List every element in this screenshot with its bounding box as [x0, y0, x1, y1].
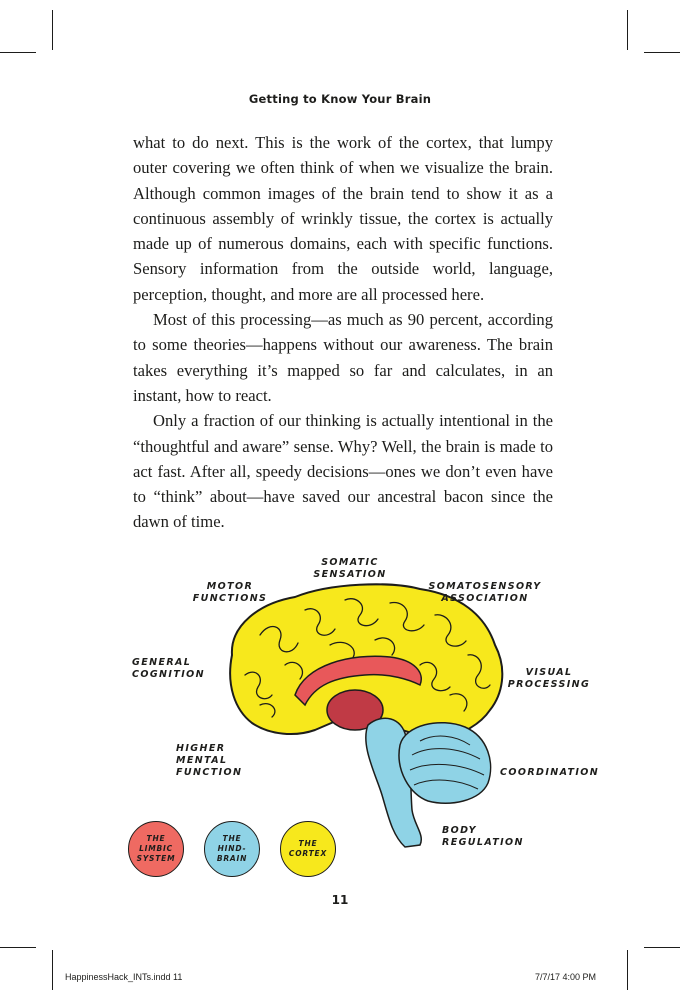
slug-left: HappinessHack_INTs.indd 11 — [65, 972, 183, 982]
paragraph: Most of this processing—as much as 90 percent, according to some theories—happens without our awareness. The brain takes everything it’s mapped so far and calculates, in an instant, how to react. — [133, 310, 553, 405]
crop-mark — [0, 52, 36, 53]
paragraph: what to do next. This is the work of the cortex, that lumpy outer covering we often think of when we visualize the brain. Although common images of the brain tend to show it as a continuous assembly of wrinkly tissue, the cortex is actually made up of numerous domains, each with specific functions. Sensory information from the outside world, language, perception, thought, and more are all processed here. — [133, 133, 553, 304]
label-coordination: COORDINATION — [500, 767, 600, 778]
label-general-cognition: GENERAL COGNITION — [132, 657, 205, 680]
legend-hindbrain: THE HIND- BRAIN — [204, 821, 260, 877]
label-visual-processing: VISUAL PROCESSING — [507, 667, 591, 690]
label-motor-functions: MOTOR FUNCTIONS — [192, 581, 268, 604]
label-higher-mental-function: HIGHER MENTAL FUNCTION — [176, 743, 243, 778]
slug-right: 7/7/17 4:00 PM — [535, 972, 597, 982]
crop-mark — [0, 947, 36, 948]
running-head: Getting to Know Your Brain — [248, 92, 432, 106]
label-body-regulation: BODY REGULATION — [442, 825, 524, 848]
cerebellum-shape — [399, 723, 491, 804]
label-somatosensory-association: SOMATOSENSORY ASSOCIATION — [428, 581, 542, 604]
crop-mark — [644, 947, 680, 948]
crop-mark — [627, 10, 628, 50]
crop-mark — [627, 950, 628, 990]
label-somatic-sensation: SOMATIC SENSATION — [313, 557, 387, 580]
brain-figure — [120, 545, 600, 895]
paragraph: Only a fraction of our thinking is actually intentional in the “thoughtful and aware” sense. Why? Well, the brain is made to act fast. After all, speedy decisions—ones we don’t even have to “think” about—have saved our ancestral bacon since the dawn of time. — [133, 411, 553, 532]
crop-mark — [644, 52, 680, 53]
page-number: 11 — [331, 893, 349, 907]
legend-cortex: THE CORTEX — [280, 821, 336, 877]
legend-limbic-system: THE LIMBIC SYSTEM — [128, 821, 184, 877]
crop-mark — [52, 950, 53, 990]
crop-mark — [52, 10, 53, 50]
body-text — [133, 130, 553, 535]
